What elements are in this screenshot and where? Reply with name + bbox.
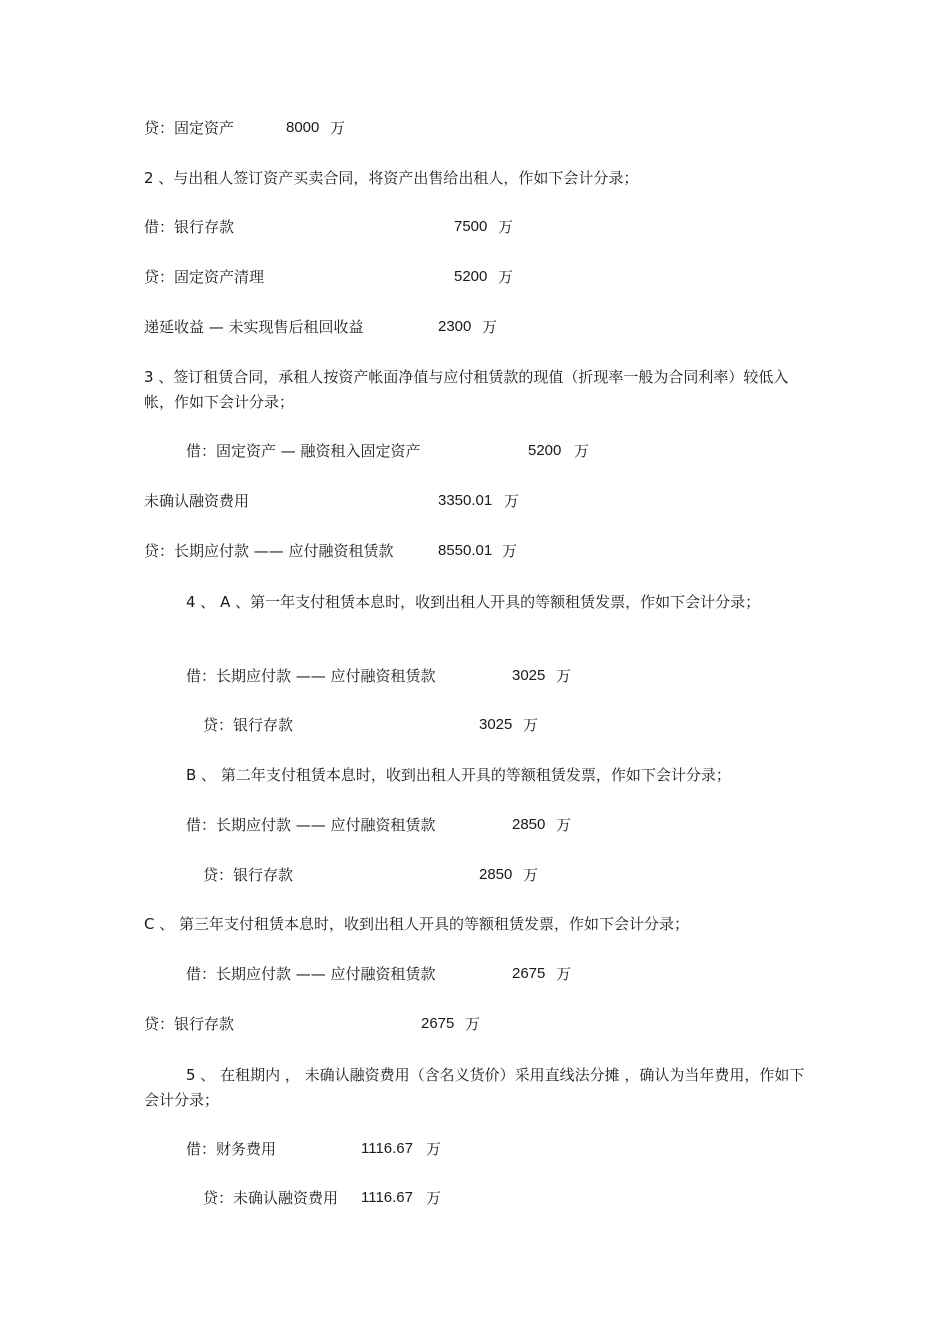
entry-unit: 万: [502, 542, 518, 560]
entry-amount: 1116.67: [361, 1189, 413, 1206]
entry-amount: 5200: [454, 268, 488, 285]
entry-amount: 5200: [528, 442, 562, 459]
paragraph: C 、 第三年支付租赁本息时，收到出租人开具的等额租赁发票，作如下会计分录；: [144, 915, 690, 933]
entry-amount: 7500: [454, 218, 488, 235]
entry-amount: 3025: [512, 667, 546, 684]
entry-amount: 3025: [479, 716, 513, 733]
paragraph: 4 、 A 、第一年支付租赁本息时，收到出租人开具的等额租赁发票，作如下会计分录；: [186, 593, 761, 611]
entry-label: 贷：固定资产: [144, 119, 235, 137]
entry-unit: 万: [504, 492, 520, 510]
entry-unit: 万: [498, 268, 514, 286]
entry-amount: 2850: [512, 816, 546, 833]
entry-amount: 2675: [421, 1015, 455, 1032]
entry-unit: 万: [426, 1189, 442, 1207]
entry-label: 贷：银行存款: [203, 716, 294, 734]
entry-label: 贷：银行存款: [203, 866, 294, 884]
entry-unit: 万: [523, 866, 539, 884]
entry-label: 贷：银行存款: [144, 1015, 235, 1033]
entry-unit: 万: [523, 716, 539, 734]
paragraph: B 、 第二年支付租赁本息时，收到出租人开具的等额租赁发票，作如下会计分录；: [186, 766, 731, 784]
paragraph: 3 、签订租赁合同，承租人按资产帐面净值与应付租赁款的现值（折现率一般为合同利率）较低入帐，作如下会计分录；: [144, 368, 789, 411]
entry-amount: 3350.01: [438, 492, 493, 509]
entry-unit: 万: [574, 442, 590, 460]
entry-label: 递延收益 — 未实现售后租回收益: [144, 318, 364, 336]
entry-amount: 2675: [512, 965, 546, 982]
entry-label: 借：固定资产 — 融资租入固定资产: [186, 442, 421, 460]
entry-label: 借：财务费用: [186, 1140, 277, 1158]
entry-unit: 万: [482, 318, 498, 336]
entry-unit: 万: [498, 218, 514, 236]
entry-unit: 万: [556, 816, 572, 834]
entry-label: 贷：未确认融资费用: [203, 1189, 339, 1207]
entry-amount: 8000: [286, 119, 320, 136]
entry-amount: 1116.67: [361, 1140, 413, 1157]
entry-label: 贷：固定资产清理: [144, 268, 265, 286]
entry-label: 借：银行存款: [144, 218, 235, 236]
paragraph: 5 、 在租期内 ， 未确认融资费用（含名义货价）采用直线法分摊 ，确认为当年费用，作如下会计分录；: [144, 1066, 805, 1109]
entry-amount: 2300: [438, 318, 472, 335]
entry-label: 借：长期应付款 —— 应付融资租赁款: [186, 816, 436, 834]
entry-label: 借：长期应付款 —— 应付融资租赁款: [186, 667, 436, 685]
entry-label: 未确认融资费用: [144, 492, 250, 510]
entry-unit: 万: [465, 1015, 481, 1033]
entry-label: 贷：长期应付款 —— 应付融资租赁款: [144, 542, 394, 560]
entry-amount: 2850: [479, 866, 513, 883]
entry-unit: 万: [330, 119, 346, 137]
entry-amount: 8550.01: [438, 542, 493, 559]
entry-unit: 万: [556, 965, 572, 983]
entry-unit: 万: [426, 1140, 442, 1158]
entry-unit: 万: [556, 667, 572, 685]
entry-label: 借：长期应付款 —— 应付融资租赁款: [186, 965, 436, 983]
paragraph: 2 、与出租人签订资产买卖合同，将资产出售给出租人，作如下会计分录；: [144, 169, 639, 187]
